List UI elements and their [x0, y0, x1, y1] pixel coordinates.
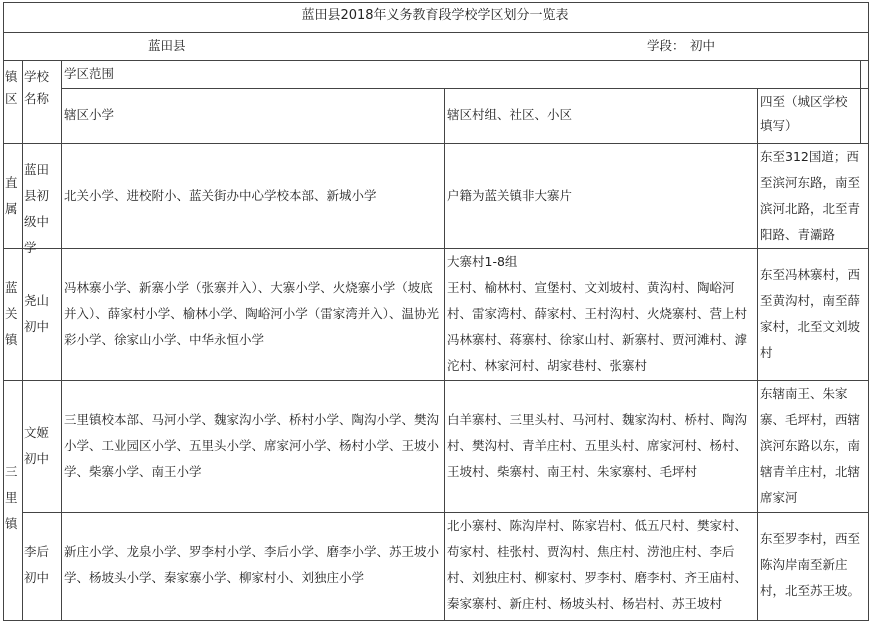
- header-villages: 辖区村组、社区、小区: [447, 107, 573, 122]
- row2-villages-head: 大寨村1-8组: [447, 254, 518, 269]
- header-bounds: 四至（城区学校填写）: [760, 94, 848, 133]
- row1-primary: 北关小学、进校附小、蓝关街办中心学校本部、新城小学: [64, 188, 377, 203]
- stage-label: 学段：: [647, 38, 685, 53]
- row3-villages: 白羊寨村、三里头村、马河村、魏家沟村、桥村、陶沟村、樊沟村、青羊庄村、五里头村、席家河村、杨村、王坡村、柴寨村、南王村、朱家寨村、毛坪村: [447, 412, 748, 479]
- row3-town: 三里镇: [5, 464, 18, 531]
- row2-school: 尧山初中: [24, 293, 50, 334]
- row4-school: 李后初中: [24, 544, 50, 585]
- row2-bounds: 东至冯林寨村，西至黄沟村，南至薛家村，北至文刘坡村: [760, 267, 861, 360]
- row2-town: 蓝关镇: [5, 280, 18, 347]
- row3-primary: 三里镇校本部、马河小学、魏家沟小学、桥村小学、陶沟小学、樊沟小学、工业园区小学、五里头小学、席家河小学、杨村小学、王坡小学、柴寨小学、南王小学: [64, 412, 440, 479]
- header-scope: 学区范围: [64, 66, 115, 81]
- row2-primary: 冯林寨小学、新寨小学（张寨并入）、大寨小学、火烧寨小学（坡底并入）、薛家村小学、榆林小学、陶峪河小学（雷家湾并入）、温协光彩小学、徐家山小学、中华永恒小学: [64, 280, 440, 347]
- row3-bounds: 东辖南王、朱家寨、毛坪村，西辖滨河东路以东，南辖青羊庄村，北辖席家河: [760, 386, 861, 505]
- header-primary: 辖区小学: [64, 107, 115, 122]
- row4-primary: 新庄小学、龙泉小学、罗李村小学、李后小学、磨李小学、苏王坡小学、杨坡头小学、秦家寨小学、柳家村小、刘独庄小学: [64, 544, 440, 585]
- stage-value: 初中: [690, 38, 716, 53]
- row4-bounds: 东至罗李村，西至陈沟岸南至新庄村，北至苏王坡。: [760, 531, 861, 598]
- row1-school: 蓝田县初级中学: [24, 162, 50, 255]
- header-town: 镇区: [5, 69, 18, 106]
- row1-bounds: 东至312国道；西至滨河东路，南至滨河北路，北至青阳路、青灞路: [760, 149, 861, 242]
- row2-villages: 王村、榆林村、宣堡村、文刘坡村、黄沟村、陶峪河村、雷家湾村、薛家村、王村沟村、火烧寨村、营上村冯林寨村、蒋寨村、徐家山村、新寨村、贾河滩村、滹沱村、林家河村、胡家巷村、张寨村: [447, 280, 748, 373]
- row3-school: 文姬初中: [24, 425, 50, 466]
- table-title: 蓝田县2018年义务教育段学校学区划分一览表: [301, 8, 569, 23]
- row4-villages: 北小寨村、陈沟岸村、陈家岩村、低五尺村、樊家村、苟家村、桂张村、贾沟村、焦庄村、涝池庄村、李后村、刘独庄村、柳家村、罗李村、磨李村、齐王庙村、秦家寨村、新庄村、杨坡头村、杨岩村、苏王坡村: [447, 518, 748, 611]
- row1-town: 直属: [5, 175, 18, 216]
- county-label: 蓝田县: [148, 38, 186, 53]
- row1-villages: 户籍为蓝关镇非大寨片: [447, 188, 573, 203]
- header-school: 学校名称: [24, 69, 50, 106]
